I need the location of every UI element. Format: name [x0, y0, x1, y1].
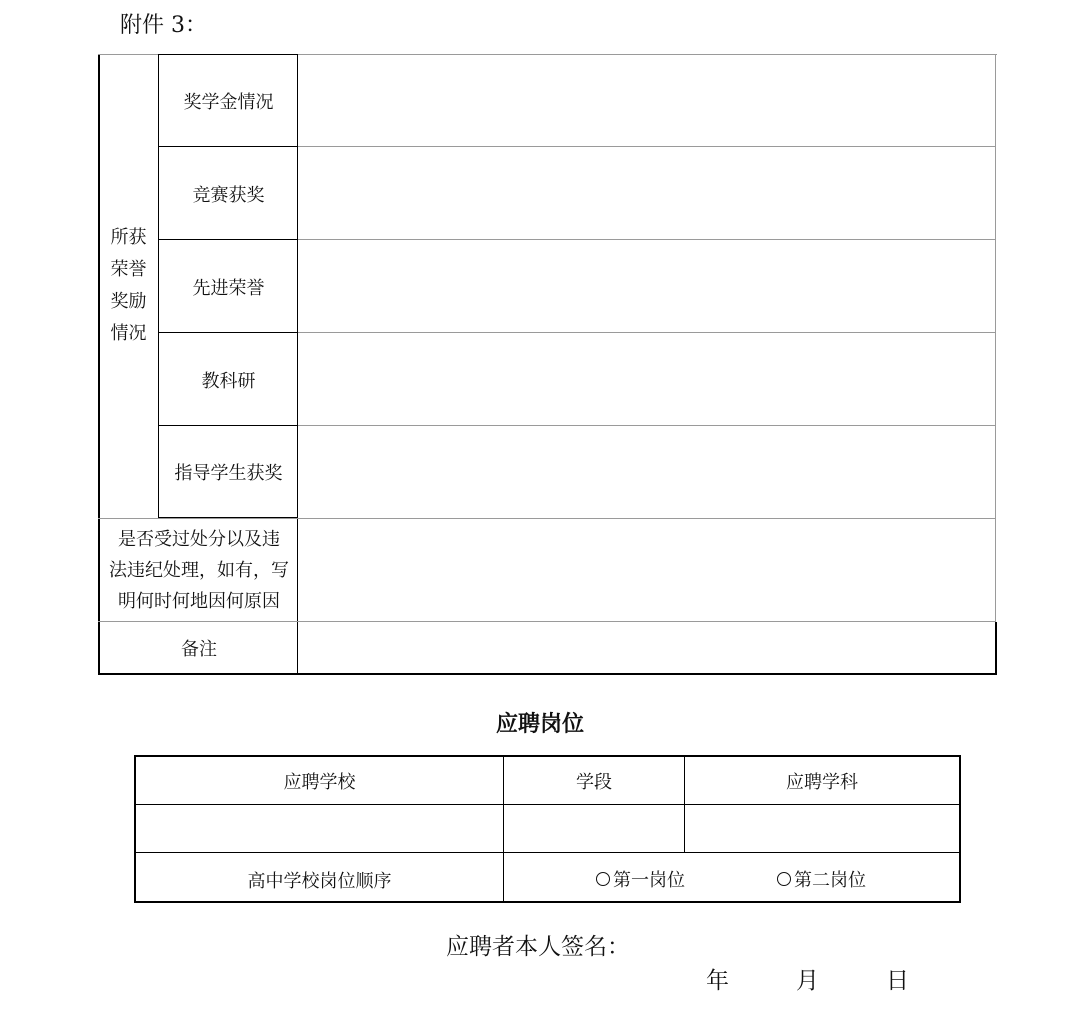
- second-position-label: 第二岗位: [794, 870, 866, 891]
- subject-input[interactable]: [685, 805, 959, 852]
- value-scholarship[interactable]: [300, 55, 994, 146]
- row-label-competition: 竞赛获奖: [192, 184, 265, 206]
- header-school: 应聘学校: [283, 771, 356, 793]
- value-research[interactable]: [300, 333, 994, 425]
- remarks-label: 备注: [181, 638, 217, 660]
- radio-circle-icon: [596, 872, 610, 886]
- signature-label: 应聘者本人签名：: [446, 934, 630, 960]
- row-label-research: 教科研: [201, 370, 256, 392]
- first-position-option[interactable]: [596, 866, 685, 892]
- row-label-scholarship: 奖学金情况: [183, 92, 274, 113]
- year-label: 年: [706, 968, 729, 994]
- awards-section-label: 所获 荣誉 奖励 情况: [110, 227, 147, 344]
- month-label: 月: [796, 968, 819, 994]
- row-label-honors: 先进荣誉: [192, 277, 265, 299]
- radio-circle-icon: [777, 872, 791, 886]
- value-student-awards[interactable]: [300, 426, 994, 518]
- discipline-value[interactable]: [300, 519, 994, 620]
- value-honors[interactable]: [300, 240, 994, 332]
- stage-input[interactable]: [504, 805, 684, 852]
- second-position-option[interactable]: [777, 866, 866, 892]
- header-subject: 应聘学科: [786, 771, 858, 793]
- discipline-label: 是否受过处分以及违 法违纪处理，如有，写 明何时何地因何原因: [109, 528, 289, 612]
- school-input[interactable]: [136, 805, 503, 852]
- row-label-student-awards: 指导学生获奖: [174, 463, 283, 484]
- first-position-label: 第一岗位: [613, 870, 685, 891]
- order-label: 高中学校岗位顺序: [247, 871, 392, 892]
- remarks-value[interactable]: [300, 622, 994, 673]
- header-stage: 学段: [576, 771, 612, 793]
- value-competition[interactable]: [300, 147, 994, 239]
- attachment-label: 附件 3：: [120, 13, 207, 38]
- position-section-title: 应聘岗位: [495, 711, 584, 737]
- day-label: 日: [886, 968, 909, 994]
